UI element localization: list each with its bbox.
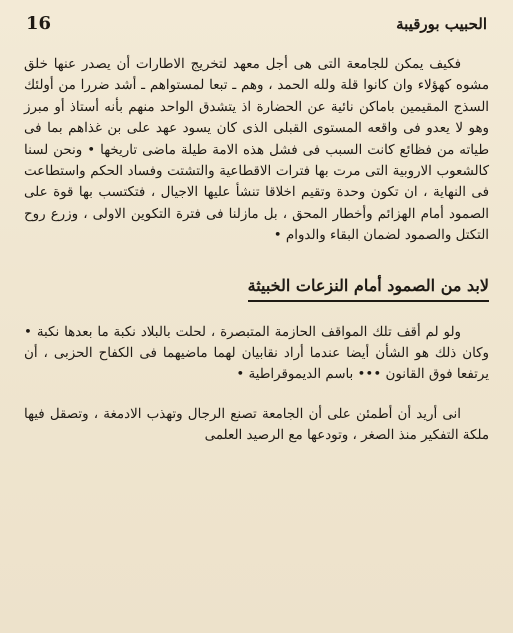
page-number: 16 bbox=[26, 13, 52, 34]
running-head bbox=[26, 12, 487, 38]
body-paragraph-2: ولو لم أقف تلك المواقف الحازمة المتبصرة ، لحلت بالبلاد نكبة ما بعدها نكبة • وكان ذلك هو الشأن أيضا عندما أراد نقابيان لهما ماضيهما فى الكفاح الحزبى ، أن يرتفعا فوق القانون ••• باسم الديموقراطية • bbox=[24, 324, 489, 383]
running-title: الحبيب بورقيبة bbox=[396, 15, 487, 33]
body-paragraph-1: فكيف يمكن للجامعة التى هى أجل معهد لتخريج الاطارات أن يصدر عنها خلق مشوه كهؤلاء وان كانوا قلة ولله الحمد ، وهم ـ تبعا لمستواهم ـ أشد ضررا من أولئك السذج المقيمين باماكن نائية عن الحضارة اذ يتشدق الواحد منهم بأنه أستاذ أو مبرز وهو لا يعدو فى واقعه المستوى القبلى الذى كان يسود عهد على بن غذاهم بما فى طياته من فظائع كانت السبب فى فشل هذه الامة طيلة ماضى تاريخها • ونحن لسنا كالشعوب الاروبية التى مرت بها فترات الاقطاعية والتشتت وفساد الحكم واستطاعت فى النهاية ، ان تكون وحدة وتقيم اخلاقا تنشأ عليها الاجيال ، فتكتسب بها قوة على الصمود أمام الهزائم وأخطار المحق ، بل مازلنا فى فترة التكوين الاولى ، وزرع روح التكتل والصمود لضمان البقاء والدوام • bbox=[24, 57, 489, 244]
body-paragraph-3: انى أريد أن أطمئن على أن الجامعة تصنع الرجال وتهذب الادمغة ، وتصقل فيها ملكة التفكير منذ الصغر ، وتودعها مع الرصيد العلمى bbox=[24, 406, 489, 444]
page-content bbox=[24, 54, 489, 447]
section-heading: لابد من الصمود أمام النزعات الخبيثة bbox=[248, 273, 489, 302]
